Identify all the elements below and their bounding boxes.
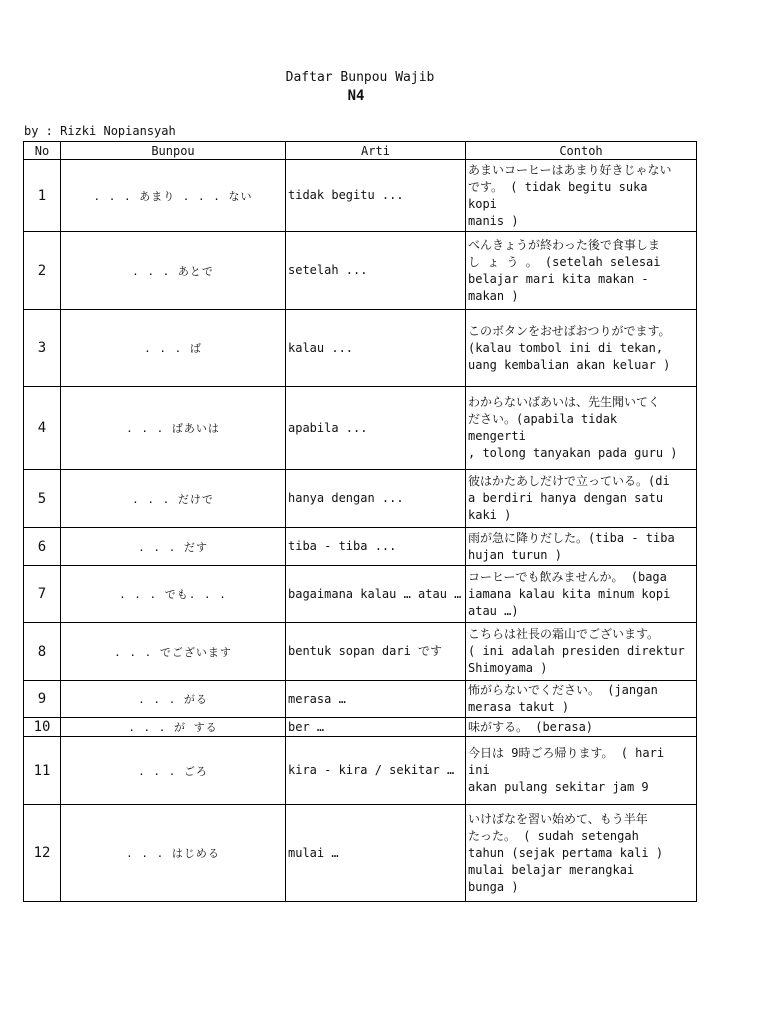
- meaning-text: bagaimana kalau … atau …: [286, 566, 466, 623]
- bunpou-pattern: . . . ば: [61, 310, 286, 387]
- example-line: あまいコーヒーはあまり好きじゃない: [468, 162, 672, 177]
- meaning-text: setelah ...: [286, 232, 466, 310]
- example-line: ini: [468, 763, 490, 777]
- level-label: N4: [347, 88, 365, 104]
- example-line: いけばなを習い始めて、もう半年: [468, 811, 648, 826]
- example-line: mulai belajar merangkai: [468, 862, 635, 877]
- example-line: akan pulang sekitar jam 9: [468, 780, 649, 794]
- example-line: manis ): [468, 213, 519, 228]
- column-header-no: No: [24, 142, 61, 160]
- example-line: makan ): [468, 288, 519, 303]
- example-line: 今日は 9時ごろ帰ります。 ( hari: [468, 746, 665, 760]
- bunpou-pattern: . . . でも. . .: [61, 566, 286, 623]
- bunpou-pattern: . . . が する: [61, 718, 286, 737]
- row-number: 5: [24, 470, 61, 528]
- example-cell: [466, 623, 697, 681]
- example-line: このボタンをおせばおつりがでます。: [468, 323, 671, 338]
- row-number: 10: [24, 718, 61, 737]
- example-cell: [466, 737, 697, 805]
- table-row: [24, 805, 697, 902]
- row-number: 3: [24, 310, 61, 387]
- row-number: 1: [24, 160, 61, 232]
- example-line: 雨が急に降りだした。(tiba - tiba: [468, 530, 675, 545]
- table-row: [24, 310, 697, 387]
- example-line: belajar mari kita makan -: [468, 271, 649, 286]
- table-row: [24, 718, 697, 737]
- bunpou-pattern: . . . はじめる: [61, 805, 286, 902]
- meaning-text: merasa …: [286, 681, 466, 718]
- bunpou-pattern: . . . あまり . . . ない: [61, 160, 286, 232]
- bunpou-pattern: . . . あとで: [61, 232, 286, 310]
- column-header-arti: Arti: [286, 142, 466, 160]
- row-number: 8: [24, 623, 61, 681]
- example-cell: [466, 387, 697, 470]
- author-line: by : Rizki Nopiansyah: [24, 124, 176, 138]
- example-line: たった。 ( sudah setengah: [468, 828, 639, 843]
- row-number: 11: [24, 737, 61, 805]
- meaning-text: kira - kira / sekitar …: [286, 737, 466, 805]
- table-row: [24, 528, 697, 566]
- column-header-contoh: Contoh: [466, 142, 697, 160]
- meaning-text: apabila ...: [286, 387, 466, 470]
- bunpou-pattern: . . . ごろ: [61, 737, 286, 805]
- example-cell: [466, 232, 697, 310]
- table-row: [24, 566, 697, 623]
- example-cell: [466, 470, 697, 528]
- meaning-text: bentuk sopan dari です: [286, 623, 466, 681]
- row-number: 9: [24, 681, 61, 718]
- table-row: [24, 470, 697, 528]
- example-line: bunga ): [468, 879, 519, 894]
- table-header-row: [24, 142, 697, 160]
- bunpou-pattern: . . . だけで: [61, 470, 286, 528]
- example-cell: [466, 681, 697, 718]
- table-row: [24, 387, 697, 470]
- example-line: ( ini adalah presiden direktur: [468, 644, 685, 658]
- example-cell: [466, 566, 697, 623]
- meaning-text: hanya dengan ...: [286, 470, 466, 528]
- row-number: 4: [24, 387, 61, 470]
- example-cell: [466, 160, 697, 232]
- row-number: 6: [24, 528, 61, 566]
- bunpou-pattern: . . . だす: [61, 528, 286, 566]
- example-line: (kalau tombol ini di tekan,: [468, 340, 664, 355]
- bunpou-pattern: . . . ばあいは: [61, 387, 286, 470]
- example-line: べんきょうが終わった後で食事しま: [468, 237, 660, 252]
- example-line: iamana kalau kita minum kopi: [468, 586, 671, 601]
- bunpou-table: [23, 141, 697, 902]
- table-row: [24, 737, 697, 805]
- example-line: mengerti: [468, 429, 526, 443]
- example-line: tahun (sejak pertama kali ): [468, 845, 664, 860]
- table-row: [24, 623, 697, 681]
- row-number: 12: [24, 805, 61, 902]
- meaning-text: tidak begitu ...: [286, 160, 466, 232]
- example-line: kopi: [468, 196, 497, 211]
- example-cell: [466, 528, 697, 566]
- example-line: atau …): [468, 603, 519, 618]
- example-line: し ょ う 。 (setelah selesai: [468, 254, 661, 269]
- meaning-text: kalau ...: [286, 310, 466, 387]
- example-line: 怖がらないでください。 (jangan: [468, 683, 658, 697]
- example-line: わからないばあいは、先生聞いてく: [468, 395, 661, 409]
- column-header-bunpou: Bunpou: [61, 142, 286, 160]
- row-number: 2: [24, 232, 61, 310]
- example-cell: [466, 718, 697, 737]
- example-line: merasa takut ): [468, 700, 570, 714]
- example-line: ださい。(apabila tidak: [468, 412, 618, 426]
- example-cell: [466, 805, 697, 902]
- meaning-text: tiba - tiba ...: [286, 528, 466, 566]
- example-line: uang kembalian akan keluar ): [468, 357, 671, 372]
- example-line: 味がする。 (berasa): [468, 719, 594, 734]
- document-title: Daftar Bunpou Wajib: [285, 70, 435, 85]
- example-line: Shimoyama ): [468, 661, 548, 675]
- table-row: [24, 681, 697, 718]
- example-line: kaki ): [468, 508, 512, 522]
- example-line: , tolong tanyakan pada guru ): [468, 446, 678, 460]
- example-line: hujan turun ): [468, 547, 562, 562]
- example-line: a berdiri hanya dengan satu: [468, 491, 664, 505]
- meaning-text: mulai …: [286, 805, 466, 902]
- example-cell: [466, 310, 697, 387]
- example-line: こちらは社長の霜山でございます。: [468, 627, 660, 641]
- row-number: 7: [24, 566, 61, 623]
- table-body: [24, 160, 697, 902]
- bunpou-pattern: . . . がる: [61, 681, 286, 718]
- example-line: 彼はかたあしだけで立っている。(di: [468, 474, 670, 488]
- table-row: [24, 160, 697, 232]
- example-line: コーヒーでも飲みませんか。 (baga: [468, 569, 667, 584]
- table-row: [24, 232, 697, 310]
- meaning-text: ber …: [286, 718, 466, 737]
- bunpou-pattern: . . . でございます: [61, 623, 286, 681]
- example-line: です。 ( tidak begitu suka: [468, 179, 648, 194]
